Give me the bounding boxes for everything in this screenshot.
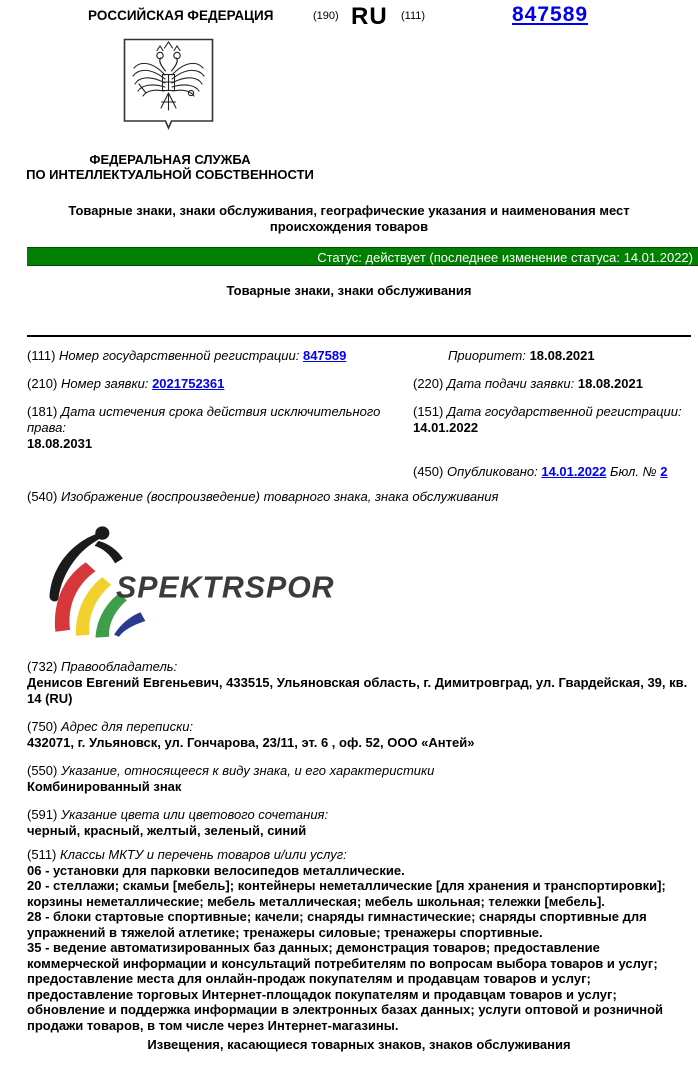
field-111-code: (111) xyxy=(27,348,56,363)
spacer-cell xyxy=(27,464,413,480)
field-750-value: 432071, г. Ульяновск, ул. Гончарова, 23/11, эт. 6 , оф. 52, ООО «Антей» xyxy=(27,735,475,750)
mktu-class-20: 20 - стеллажи; скамьи [мебель]; контейнеры неметаллические [для хранения и транспортировки]; корзины неметаллические; мебель металлическая; мебель школьная; тележки [мебель]. xyxy=(27,878,666,909)
field-210-code: (210) xyxy=(27,376,58,391)
field-732-value: Денисов Евгений Евгеньевич, 433515, Ульяновская область, г. Димитровград, ул. Гвардейская, 39, кв. 14 (RU) xyxy=(27,675,688,706)
field-priority-label: Приоритет: xyxy=(448,348,526,363)
field-450 xyxy=(413,464,691,480)
field-151-label: Дата государственной регистрации: xyxy=(446,404,682,419)
field-111 xyxy=(27,348,413,364)
field-750-code: (750) xyxy=(27,719,58,734)
document-subtitle: Товарные знаки, знаки обслуживания, географические указания и наименования мест происхождения товаров xyxy=(68,203,630,234)
field-151 xyxy=(413,404,691,452)
field-550-code: (550) xyxy=(27,763,58,778)
field-750 xyxy=(27,719,691,751)
field-111-value-link[interactable]: 847589 xyxy=(302,348,347,363)
trademark-logo-text: SPEKTRSPORT xyxy=(116,571,335,605)
field-540-label: Изображение (воспроизведение) товарного знака, знака обслуживания xyxy=(60,489,499,504)
bibliographic-fields xyxy=(27,348,691,480)
field-450-date-link[interactable]: 14.01.2022 xyxy=(541,464,607,479)
inid-code-111: (111) xyxy=(401,10,426,22)
mktu-class-28: 28 - блоки стартовые спортивные; качели; снаряды гимнастические; снаряды спортивные для упражнений в тяжелой атлетике; тренажеры силовые; тренажеры спортивные. xyxy=(27,909,647,940)
field-732 xyxy=(27,659,691,707)
field-591 xyxy=(27,807,691,839)
field-750-label: Адрес для переписки: xyxy=(60,719,194,734)
field-450-label: Опубликовано: xyxy=(446,464,538,479)
field-181 xyxy=(27,404,413,452)
country-title: РОССИЙСКАЯ ФЕДЕРАЦИЯ xyxy=(88,8,274,23)
mktu-class-06: 06 - установки для парковки велосипедов металлические. xyxy=(27,862,405,878)
field-priority xyxy=(413,348,691,364)
field-210-label: Номер заявки: xyxy=(60,376,149,391)
coat-of-arms-image xyxy=(122,37,215,134)
field-511 xyxy=(27,847,691,1033)
top-divider xyxy=(27,335,691,337)
field-511-code: (511) xyxy=(27,847,57,862)
registration-number-link[interactable]: 847589 xyxy=(512,3,589,26)
agency-name xyxy=(0,152,340,182)
field-550 xyxy=(27,763,691,795)
section-title: Товарные знаки, знаки обслуживания xyxy=(226,283,472,298)
agency-name-line2: ПО ИНТЕЛЛЕКТУАЛЬНОЙ СОБСТВЕННОСТИ xyxy=(26,167,314,182)
field-450-bulletin-link[interactable]: 2 xyxy=(660,464,668,479)
field-591-code: (591) xyxy=(27,807,58,822)
mktu-class-35: 35 - ведение автоматизированных баз данных; демонстрация товаров; предоставление коммерческой информации и консультаций потребителям по вопросам выбора товаров и услуг; предоставление места для онлайн-продаж покупателям и продавцам товаров и услуг; предоставление торговых Интернет-площадок покупателям и продавцам товаров и услуг; обновление и поддержка информации в электронных базах данных; услуги оптовой и розничной продажи товаров, в том числе через Интернет-магазины. xyxy=(27,940,664,1033)
field-220-code: (220) xyxy=(413,376,444,391)
field-181-value: 18.08.2031 xyxy=(27,436,93,451)
inid-code-190: (190) xyxy=(313,10,339,22)
field-220 xyxy=(413,376,691,392)
field-550-label: Указание, относящееся к виду знака, и его характеристики xyxy=(60,763,435,778)
field-priority-value: 18.08.2021 xyxy=(529,348,595,363)
agency-name-line1: ФЕДЕРАЛЬНАЯ СЛУЖБА xyxy=(89,152,251,167)
status-bar: Статус: действует (последнее изменение статуса: 14.01.2022) xyxy=(27,247,698,266)
document-body xyxy=(27,348,691,1065)
field-181-code: (181) xyxy=(27,404,58,419)
field-210 xyxy=(27,376,413,392)
country-code: RU xyxy=(351,3,388,30)
field-732-code: (732) xyxy=(27,659,58,674)
field-151-code: (151) xyxy=(413,404,444,419)
field-591-value: черный, красный, желтый, зеленый, синий xyxy=(27,823,307,838)
field-732-label: Правообладатель: xyxy=(60,659,178,674)
field-210-value-link[interactable]: 2021752361 xyxy=(152,376,225,391)
field-450-code: (450) xyxy=(413,464,444,479)
field-540-code: (540) xyxy=(27,489,58,504)
field-511-header xyxy=(27,847,691,863)
field-550-value: Комбинированный знак xyxy=(27,779,182,794)
field-450-bulletin-label: Бюл. № xyxy=(610,464,657,479)
field-111-label: Номер государственной регистрации: xyxy=(59,348,300,363)
field-540 xyxy=(27,489,691,505)
field-591-label: Указание цвета или цветового сочетания: xyxy=(60,807,329,822)
field-151-value: 14.01.2022 xyxy=(413,420,479,435)
notices-section-title: Извещения, касающиеся товарных знаков, знаков обслуживания xyxy=(147,1037,571,1052)
field-181-label: Дата истечения срока действия исключительного права: xyxy=(27,404,381,435)
field-220-value: 18.08.2021 xyxy=(577,376,643,391)
field-511-label: Классы МКТУ и перечень товаров и/или услуг: xyxy=(60,847,347,862)
trademark-logo-image xyxy=(30,519,335,641)
field-220-label: Дата подачи заявки: xyxy=(446,376,575,391)
